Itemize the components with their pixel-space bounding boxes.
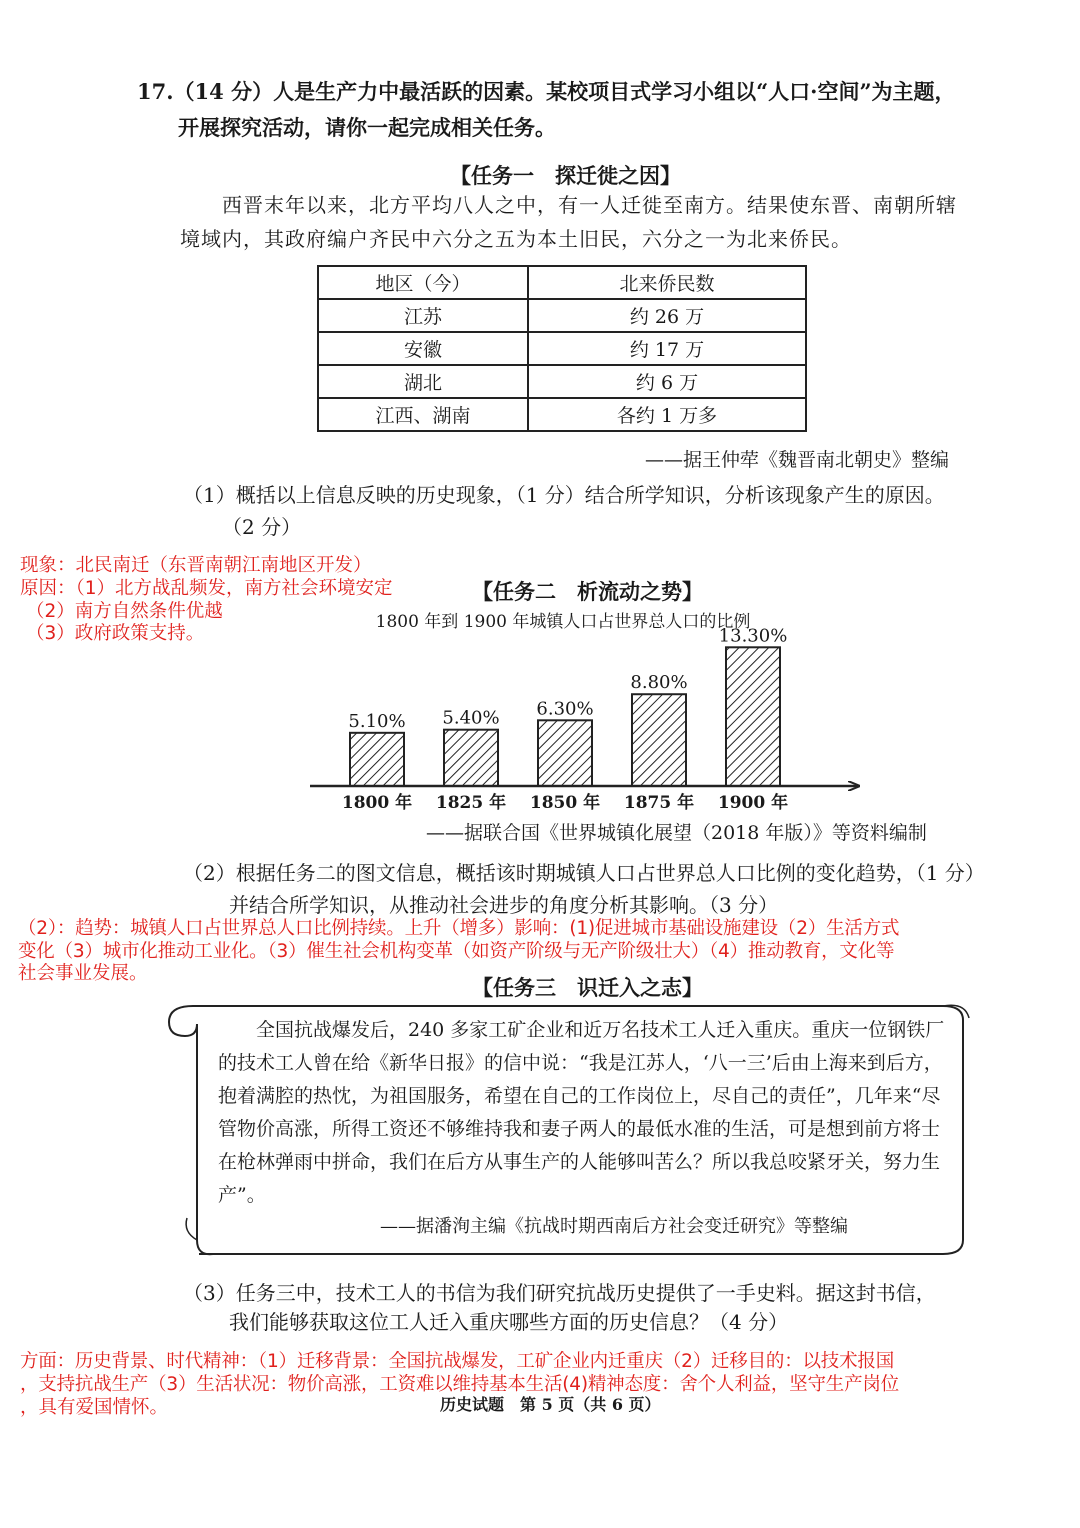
table-cell: 各约 1 万多 — [528, 398, 806, 431]
table-header-cell: 北来侨民数 — [528, 266, 806, 299]
bar-0 — [350, 733, 404, 786]
bar-1 — [444, 730, 498, 786]
answer2-line3: 社会事业发展。 — [18, 963, 148, 984]
task1-source: ——据王仲荦《魏晋南北朝史》整编 — [645, 449, 950, 471]
table-cell: 约 26 万 — [528, 299, 806, 332]
table-header-cell: 地区（今） — [318, 266, 528, 299]
answer1-line4: （3）政府政策支持。 — [26, 623, 205, 644]
answer3-line3: ，具有爱国情怀。 — [20, 1397, 169, 1418]
task1-paragraph-line2: 境域内，其政府编户齐民中六分之五为本土旧民，六分之一为北来侨民。 — [180, 227, 852, 251]
bar-value-label: 5.10% — [348, 710, 406, 732]
answer3-line2: ，支持抗战生产（3）生活状况：物价高涨，工资难以维持基本生活(4)精神态度：舍个人利益，坚守生产岗位 — [20, 1374, 899, 1395]
table-cell: 湖北 — [318, 365, 528, 398]
table-cell: 安徽 — [318, 332, 528, 365]
table-cell: 约 6 万 — [528, 365, 806, 398]
chart-title: 1800 年到 1900 年城镇人口占世界总人口的比例 — [375, 612, 751, 632]
task1-paragraph-line1: 西晋末年以来，北方平均八人之中，有一人迁徙至南方。结果使东晋、南朝所辖 — [222, 193, 957, 217]
task3-question-line2: 我们能够获取这位工人迁入重庆哪些方面的历史信息？（4 分） — [229, 1310, 789, 1334]
task3-letter-excerpt — [218, 1014, 948, 1212]
x-tick-label: 1900 年 — [717, 793, 789, 813]
x-tick-label: 1800 年 — [341, 793, 413, 813]
answer3-line1: 方面：历史背景、时代精神：（1）迁移背景：全国抗战爆发，工矿企业内迁重庆（2）迁移目的：以技术报国 — [20, 1351, 894, 1372]
question-17-line2: 开展探究活动，请你一起完成相关任务。 — [178, 115, 556, 140]
bar-value-label: 5.40% — [442, 707, 500, 729]
task2-source: ——据联合国《世界城镇化展望（2018 年版）》等资料编制 — [426, 822, 927, 844]
x-tick-label: 1875 年 — [623, 793, 695, 813]
task2-question-line1: （2）根据任务二的图文信息，概括该时期城镇人口占世界总人口比例的变化趋势，（1 分） — [183, 861, 985, 885]
answer1-line2: 原因：（1）北方战乱频发，南方社会环境安定 — [20, 578, 393, 599]
task3-question-line1: （3）任务三中，技术工人的书信为我们研究抗战历史提供了一手史料。据这封书信， — [183, 1281, 936, 1305]
answer2-line2: 变化（3）城市化推动工业化。（3）催生社会机构变革（如资产阶级与无产阶级壮大）（4）推动教育，文化等 — [18, 941, 895, 962]
answer1-line3: （2）南方自然条件优越 — [26, 601, 223, 622]
answer2-line1: （2）：趋势：城镇人口占世界总人口比例持续。上升（增多）影响：(1)促进城市基础设施建设（2）生活方式 — [18, 918, 900, 939]
bar-value-label: 8.80% — [630, 672, 688, 694]
answer1-line1: 现象：北民南迁（东晋南朝江南地区开发） — [20, 555, 372, 576]
page-footer: 历史试题 第 5 页（共 6 页） — [440, 1395, 661, 1414]
table-cell: 江苏 — [318, 299, 528, 332]
bar-value-label: 6.30% — [536, 698, 594, 720]
bar-3 — [632, 694, 686, 786]
table-cell: 约 17 万 — [528, 332, 806, 365]
bar-4 — [726, 647, 780, 786]
bar-2 — [538, 720, 592, 786]
bar-value-label: 13.30% — [718, 625, 788, 647]
table-cell: 江西、湖南 — [318, 398, 528, 431]
task1-question-line1: （1）概括以上信息反映的历史现象，（1 分）结合所学知识，分析该现象产生的原因。 — [183, 483, 945, 507]
task3-source: ——据潘洵主编《抗战时期西南后方社会变迁研究》等整编 — [380, 1216, 848, 1237]
task1-question-line2: （2 分） — [222, 515, 302, 539]
task3-paragraph: 全国抗战爆发后，240 多家工矿企业和近万名技术工人迁入重庆。重庆一位钢铁厂的技术工人曾在给《新华日报》的信中说：“我是江苏人，‘八一三’后由上海来到后方，抱着满腔的热忱，为祖国服务，希望在自己的工作岗位上，尽自己的责任”，几年来“尽管物价高涨，所得工资还不够维持我和妻子两人的最低水准的生活，可是想到前方将士在枪林弹雨中拼命，我们在后方从事生产的人能够叫苦么？所以我总咬紧牙关，努力生产”。 — [218, 1019, 945, 1206]
task2-question-line2: 并结合所学知识，从推动社会进步的角度分析其影响。（3 分） — [229, 893, 779, 917]
task3-title: 【任务三 识迁入之志】 — [472, 975, 703, 1000]
question-17-line1: 17.（14 分）人是生产力中最活跃的因素。某校项目式学习小组以“人口·空间”为主题， — [137, 79, 956, 104]
x-tick-label: 1825 年 — [435, 793, 507, 813]
task2-title: 【任务二 析流动之势】 — [472, 579, 703, 604]
task1-title: 【任务一 探迁徙之因】 — [450, 163, 681, 188]
x-tick-label: 1850 年 — [529, 793, 601, 813]
